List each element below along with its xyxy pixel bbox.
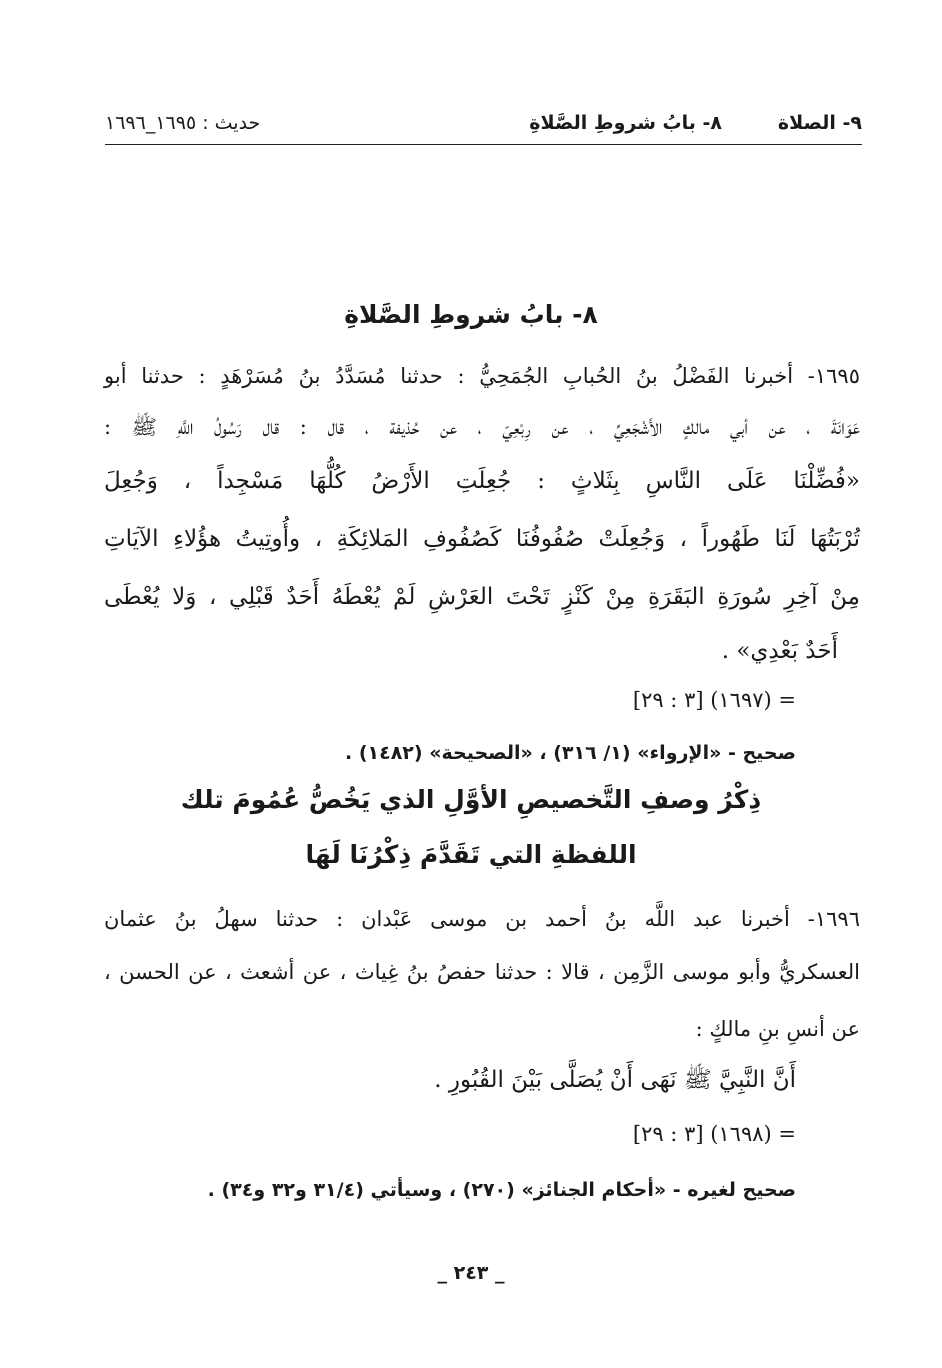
hadith-1695-matn-line-4: أَحَدٌ بَعْدِي» .	[721, 638, 838, 664]
running-header	[105, 104, 862, 144]
hadith-1696-isnad-line-3: عن أنسِ بنِ مالكٍ :	[695, 1017, 860, 1041]
header-divider	[105, 144, 862, 145]
hadith-1696-reference: = (١٦٩٨) [٣ : ٢٩]	[632, 1122, 796, 1146]
hadith-1695-isnad-line-1: ١٦٩٥- أخبرنا الفَضْلُ بنُ الحُبابِ الجُمَحِيُّ : حدثنا مُسَدَّدُ بنُ مُسَرْهَدٍ : حدثنا أبو	[104, 364, 860, 388]
page-number: _ ٢٤٣ _	[437, 1262, 505, 1284]
hadith-1696-isnad-line-2: العسكريُّ وأبو موسى الزَّمِن ، قالا : حدثنا حفصُ بنُ غِياث ، عن أشعث ، عن الحسن ،	[104, 960, 860, 984]
hadith-1695-matn-line-2: تُرْبَتُهَا لَنَا طَهُوراً ، وَجُعِلَتْ صُفُوفُنَا كَصُفُوفِ المَلائِكَةِ ، وأُوتِيتُ هؤُلاءِ الآيَاتِ	[104, 526, 860, 552]
hadith-1695-matn-line-1: «فُضِّلْنَا عَلَى النَّاسِ بِثَلاثٍ : جُعِلَتِ الأَرْضُ كُلُّهَا مَسْجِداً ، وَجُعِلَ	[104, 468, 860, 494]
hadith-1695-grading: صحيح - «الإرواء» (١/ ٣١٦) ، «الصحيحة» (١٤٨٢) .	[344, 742, 796, 764]
header-book-title: ٩- الصلاة	[777, 112, 862, 134]
hadith-1695-matn-line-3: مِنْ آخِرِ سُورَةِ البَقَرَةِ مِنْ كَنْزٍ تَحْتَ العَرْشِ لَمْ يُعْطَهُ أَحَدٌ قَبْلِي ، وَلا يُعْطَى	[104, 584, 860, 610]
hadith-1695-reference: = (١٦٩٧) [٣ : ٢٩]	[632, 688, 796, 712]
hadith-1696-matn: أَنَّ النَّبِيَّ ﷺ نَهَى أَنْ يُصَلَّى بَيْنَ القُبُورِ .	[434, 1067, 796, 1093]
hadith-1696-grading: صحيح لغيره - «أحكام الجنائز» (٢٧٠) ، وسيأتي (٣١/٤ و٣٢ و٣٤) .	[207, 1179, 796, 1201]
section-title: ٨- بابُ شروطِ الصَّلاةِ	[344, 300, 598, 329]
hadith-1695-isnad-line-2: عَوَانَةَ ، عن أبي مالكٍ الأَشْجَعِيِّ ، عن رِبْعِيّ ، عن حُذيفة ، قال : قال رَسُولُ اللَّهِ ﷺ :	[104, 415, 860, 439]
subheading-line-1: ذِكْرُ وصفِ التَّخصيصِ الأوَّلِ الذي يَخُصُّ عُمُومَ تلك	[180, 785, 762, 814]
header-hadith-range: حديث : ١٦٩٥_١٦٩٦	[105, 112, 261, 134]
hadith-1696-isnad-line-1: ١٦٩٦- أخبرنا عبد اللَّه بنُ أحمد بن موسى عَبْدان : حدثنا سهلُ بنُ عثمان	[104, 907, 860, 931]
header-chapter-title: ٨- بابُ شروطِ الصَّلاةِ	[529, 112, 722, 134]
subheading-line-2: اللفظةِ التي تَقَدَّمَ ذِكْرُنَا لَهَا	[305, 840, 637, 869]
